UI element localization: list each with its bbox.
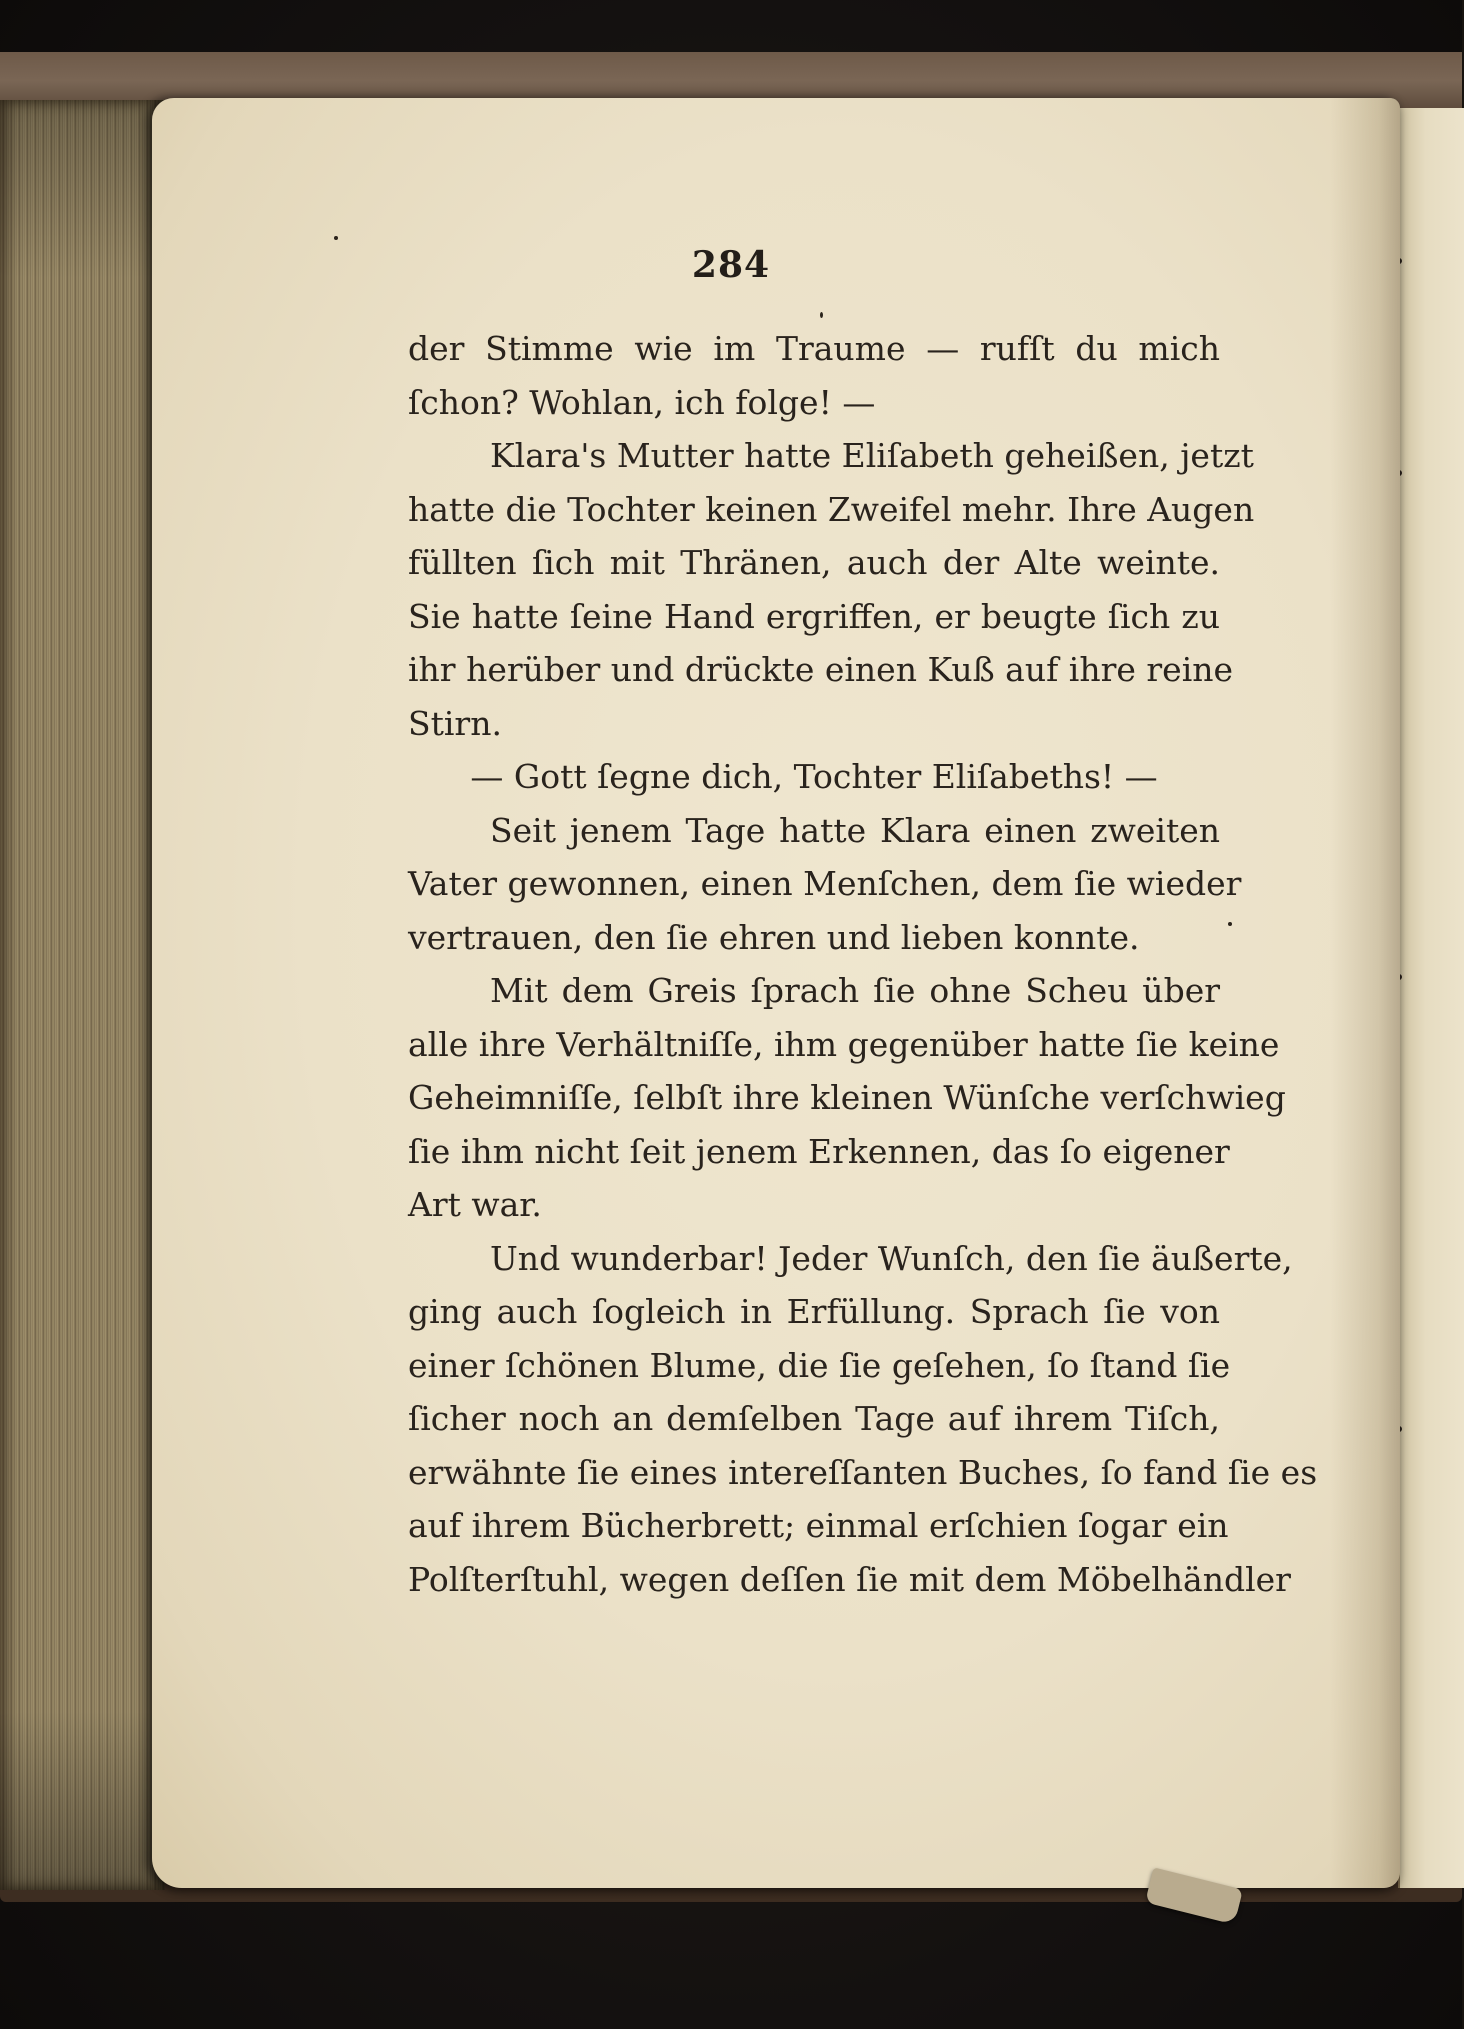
paper-speck (820, 312, 823, 318)
paper-speck (1228, 922, 1232, 926)
text-line: ſie ihm nicht ſeit jenem Erkennen, das ſo eigener (408, 1131, 1230, 1171)
text-line: auf ihrem Bücherbrett; einmal erſchien ſogar ein (408, 1506, 1229, 1545)
text-line: alle ihre Verhältniſſe, ihm gegenüber hatte ſie keine (408, 1024, 1280, 1064)
text-line: Mit dem Greis ſprach ſie ohne Scheu über (490, 971, 1220, 1010)
text-line: Seit jenem Tage hatte Klara einen zweiten (490, 810, 1220, 850)
page-number: 284 (691, 244, 771, 286)
text-line: Sie hatte ſeine Hand ergriffen, er beugte ſich zu (408, 596, 1220, 636)
text-line: Vater gewonnen, einen Menſchen, dem ſie wieder (408, 864, 1242, 903)
text-line: vertrauen, den ſie ehren und lieben konnte. (408, 917, 1140, 957)
text-line: einer ſchönen Blume, die ſie geſehen, ſo ſtand ſie (408, 1345, 1231, 1385)
text-line: der Stimme wie im Traume — rufſt du mich (408, 329, 1220, 368)
text-line: Klara's Mutter hatte Eliſabeth geheißen, jetzt (490, 436, 1254, 475)
text-line: — Gott ſegne dich, Tochter Eliſabeths! — (470, 757, 1158, 796)
text-line: füllten ſich mit Thränen, auch der Alte weinte. (408, 543, 1220, 582)
text-line: ſchon? Wohlan, ich folge! — (408, 382, 876, 422)
text-line: Und wunderbar! Jeder Wunſch, den ſie äußerte, (490, 1238, 1293, 1278)
facing-page-edge (1398, 108, 1464, 1888)
text-line: Geheimniſſe, ſelbſt ihre kleinen Wünſche verſchwieg (408, 1078, 1286, 1117)
gutter-shadow (1330, 98, 1400, 1888)
text-line: ſicher noch an demſelben Tage auf ihrem Tiſch, (408, 1399, 1220, 1438)
text-line: erwähnte ſie eines intereſſanten Buches, ſo fand ſie es (408, 1452, 1318, 1492)
paper-speck (334, 236, 338, 240)
text-line: hatte die Tochter keinen Zweifel mehr. Ihre Augen (408, 489, 1255, 529)
text-line: Art war. (408, 1185, 542, 1224)
text-line: ihr herüber und drückte einen Kuß auf ihre reine (408, 650, 1234, 689)
text-line: Stirn. (408, 703, 502, 743)
page-stack-edges (0, 100, 165, 1890)
text-line: ging auch ſogleich in Erfüllung. Sprach ſie von (408, 1292, 1220, 1331)
text-line: Polſterſtuhl, wegen deſſen ſie mit dem Möbelhändler (408, 1559, 1291, 1599)
body-text (408, 322, 1318, 1606)
